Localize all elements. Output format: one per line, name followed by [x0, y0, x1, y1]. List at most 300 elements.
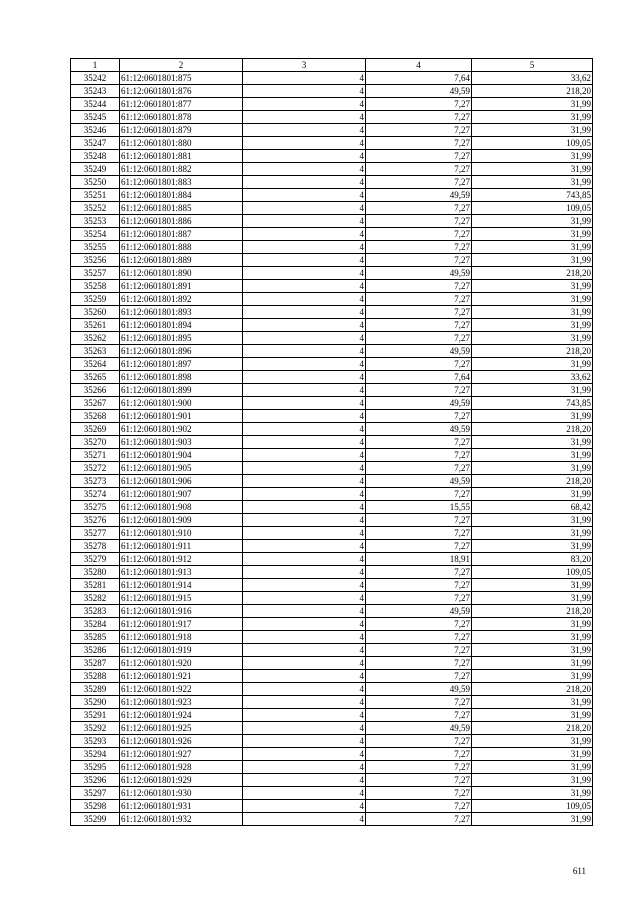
table-row: [71, 176, 593, 189]
column-5-cell: 31,99: [472, 618, 593, 631]
column-3-cell: 4: [243, 319, 366, 332]
column-3-cell: 4: [243, 540, 366, 553]
cadastral-number-cell: 61:12:0601801:888: [120, 241, 243, 254]
column-4-cell: 7,27: [366, 280, 472, 293]
column-3-cell: 4: [243, 514, 366, 527]
column-4-cell: 7,27: [366, 306, 472, 319]
column-5-cell: 31,99: [472, 98, 593, 111]
column-5-cell: 31,99: [472, 293, 593, 306]
table-row: [71, 475, 593, 488]
cadastral-number-cell: 61:12:0601801:902: [120, 423, 243, 436]
column-5-cell: 31,99: [472, 761, 593, 774]
cadastral-number-cell: 61:12:0601801:893: [120, 306, 243, 319]
column-5-cell: 83,20: [472, 553, 593, 566]
table-row: [71, 189, 593, 202]
table-row: [71, 319, 593, 332]
row-number-cell: 35269: [71, 423, 120, 436]
column-4-cell: 7,64: [366, 72, 472, 85]
row-number-cell: 35248: [71, 150, 120, 163]
cadastral-number-cell: 61:12:0601801:922: [120, 683, 243, 696]
register-table: [70, 58, 593, 826]
cadastral-number-cell: 61:12:0601801:898: [120, 371, 243, 384]
column-5-cell: 68,42: [472, 501, 593, 514]
row-number-cell: 35253: [71, 215, 120, 228]
column-5-cell: 31,99: [472, 774, 593, 787]
column-4-cell: 49,59: [366, 722, 472, 735]
column-5-cell: 218,20: [472, 423, 593, 436]
column-3-cell: 4: [243, 202, 366, 215]
row-number-cell: 35261: [71, 319, 120, 332]
column-5-cell: 33,62: [472, 72, 593, 85]
column-3-cell: 4: [243, 462, 366, 475]
column-3-cell: 4: [243, 800, 366, 813]
column-5-cell: 31,99: [472, 696, 593, 709]
cadastral-number-cell: 61:12:0601801:892: [120, 293, 243, 306]
row-number-cell: 35247: [71, 137, 120, 150]
column-3-cell: 4: [243, 423, 366, 436]
column-4-cell: 7,27: [366, 462, 472, 475]
column-header-3: 3: [243, 59, 366, 72]
table-row: [71, 267, 593, 280]
table-body: [71, 72, 593, 826]
table-header: [71, 59, 593, 72]
row-number-cell: 35291: [71, 709, 120, 722]
cadastral-number-cell: 61:12:0601801:884: [120, 189, 243, 202]
table-row: [71, 514, 593, 527]
column-5-cell: 31,99: [472, 709, 593, 722]
cadastral-number-cell: 61:12:0601801:911: [120, 540, 243, 553]
column-5-cell: 109,05: [472, 202, 593, 215]
table-row: [71, 371, 593, 384]
column-4-cell: 7,27: [366, 735, 472, 748]
cadastral-number-cell: 61:12:0601801:878: [120, 111, 243, 124]
row-number-cell: 35244: [71, 98, 120, 111]
cadastral-number-cell: 61:12:0601801:896: [120, 345, 243, 358]
column-5-cell: 31,99: [472, 163, 593, 176]
cadastral-number-cell: 61:12:0601801:881: [120, 150, 243, 163]
column-3-cell: 4: [243, 696, 366, 709]
column-3-cell: 4: [243, 553, 366, 566]
column-4-cell: 18,91: [366, 553, 472, 566]
column-4-cell: 49,59: [366, 189, 472, 202]
column-4-cell: 49,59: [366, 683, 472, 696]
column-header-5: 5: [472, 59, 593, 72]
cadastral-number-cell: 61:12:0601801:920: [120, 657, 243, 670]
column-5-cell: 31,99: [472, 514, 593, 527]
cadastral-number-cell: 61:12:0601801:905: [120, 462, 243, 475]
row-number-cell: 35299: [71, 813, 120, 826]
table-row: [71, 280, 593, 293]
column-4-cell: 7,27: [366, 449, 472, 462]
column-5-cell: 31,99: [472, 813, 593, 826]
column-3-cell: 4: [243, 488, 366, 501]
table-row: [71, 241, 593, 254]
cadastral-number-cell: 61:12:0601801:929: [120, 774, 243, 787]
column-4-cell: 7,27: [366, 215, 472, 228]
table-row: [71, 800, 593, 813]
table-row: [71, 488, 593, 501]
row-number-cell: 35263: [71, 345, 120, 358]
table-row: [71, 579, 593, 592]
row-number-cell: 35277: [71, 527, 120, 540]
column-5-cell: 31,99: [472, 787, 593, 800]
column-4-cell: 7,27: [366, 150, 472, 163]
cadastral-number-cell: 61:12:0601801:930: [120, 787, 243, 800]
table-row: [71, 540, 593, 553]
table-row: [71, 527, 593, 540]
column-5-cell: 218,20: [472, 683, 593, 696]
column-3-cell: 4: [243, 254, 366, 267]
column-3-cell: 4: [243, 475, 366, 488]
table-row: [71, 748, 593, 761]
column-4-cell: 7,27: [366, 566, 472, 579]
row-number-cell: 35257: [71, 267, 120, 280]
cadastral-number-cell: 61:12:0601801:883: [120, 176, 243, 189]
cadastral-number-cell: 61:12:0601801:899: [120, 384, 243, 397]
row-number-cell: 35262: [71, 332, 120, 345]
column-4-cell: 7,27: [366, 787, 472, 800]
cadastral-number-cell: 61:12:0601801:887: [120, 228, 243, 241]
row-number-cell: 35274: [71, 488, 120, 501]
column-4-cell: 7,27: [366, 98, 472, 111]
column-4-cell: 49,59: [366, 345, 472, 358]
cadastral-number-cell: 61:12:0601801:875: [120, 72, 243, 85]
column-5-cell: 31,99: [472, 735, 593, 748]
row-number-cell: 35242: [71, 72, 120, 85]
cadastral-number-cell: 61:12:0601801:914: [120, 579, 243, 592]
cadastral-number-cell: 61:12:0601801:926: [120, 735, 243, 748]
row-number-cell: 35259: [71, 293, 120, 306]
table-row: [71, 137, 593, 150]
column-5-cell: 31,99: [472, 228, 593, 241]
column-4-cell: 7,64: [366, 371, 472, 384]
row-number-cell: 35250: [71, 176, 120, 189]
row-number-cell: 35256: [71, 254, 120, 267]
column-3-cell: 4: [243, 774, 366, 787]
row-number-cell: 35289: [71, 683, 120, 696]
column-5-cell: 31,99: [472, 527, 593, 540]
column-5-cell: 31,99: [472, 449, 593, 462]
table-row: [71, 384, 593, 397]
table-row: [71, 813, 593, 826]
cadastral-number-cell: 61:12:0601801:932: [120, 813, 243, 826]
column-4-cell: 7,27: [366, 293, 472, 306]
column-4-cell: 7,27: [366, 800, 472, 813]
column-4-cell: 7,27: [366, 436, 472, 449]
column-5-cell: 109,05: [472, 566, 593, 579]
column-4-cell: 7,27: [366, 124, 472, 137]
row-number-cell: 35281: [71, 579, 120, 592]
column-4-cell: 7,27: [366, 384, 472, 397]
cadastral-number-cell: 61:12:0601801:900: [120, 397, 243, 410]
table-row: [71, 254, 593, 267]
cadastral-number-cell: 61:12:0601801:901: [120, 410, 243, 423]
table-row: [71, 228, 593, 241]
column-4-cell: 7,27: [366, 358, 472, 371]
cadastral-number-cell: 61:12:0601801:910: [120, 527, 243, 540]
row-number-cell: 35272: [71, 462, 120, 475]
column-4-cell: 49,59: [366, 605, 472, 618]
column-3-cell: 4: [243, 618, 366, 631]
row-number-cell: 35296: [71, 774, 120, 787]
row-number-cell: 35246: [71, 124, 120, 137]
table-row: [71, 709, 593, 722]
row-number-cell: 35276: [71, 514, 120, 527]
table-row: [71, 566, 593, 579]
column-4-cell: 49,59: [366, 423, 472, 436]
row-number-cell: 35298: [71, 800, 120, 813]
column-3-cell: 4: [243, 670, 366, 683]
table-row: [71, 397, 593, 410]
row-number-cell: 35273: [71, 475, 120, 488]
cadastral-number-cell: 61:12:0601801:924: [120, 709, 243, 722]
column-4-cell: 49,59: [366, 475, 472, 488]
column-3-cell: 4: [243, 410, 366, 423]
table-row: [71, 436, 593, 449]
table-row: [71, 215, 593, 228]
column-4-cell: 7,27: [366, 761, 472, 774]
cadastral-number-cell: 61:12:0601801:889: [120, 254, 243, 267]
column-5-cell: 743,85: [472, 397, 593, 410]
column-5-cell: 218,20: [472, 722, 593, 735]
column-4-cell: 7,27: [366, 813, 472, 826]
column-5-cell: 31,99: [472, 644, 593, 657]
table-row: [71, 657, 593, 670]
column-3-cell: 4: [243, 592, 366, 605]
row-number-cell: 35283: [71, 605, 120, 618]
column-5-cell: 31,99: [472, 319, 593, 332]
column-4-cell: 7,27: [366, 514, 472, 527]
column-5-cell: 31,99: [472, 332, 593, 345]
table-row: [71, 462, 593, 475]
table-row: [71, 150, 593, 163]
cadastral-number-cell: 61:12:0601801:928: [120, 761, 243, 774]
column-5-cell: 31,99: [472, 306, 593, 319]
column-5-cell: 31,99: [472, 176, 593, 189]
column-3-cell: 4: [243, 176, 366, 189]
column-4-cell: 7,27: [366, 241, 472, 254]
table-row: [71, 85, 593, 98]
row-number-cell: 35268: [71, 410, 120, 423]
column-3-cell: 4: [243, 501, 366, 514]
column-3-cell: 4: [243, 280, 366, 293]
table-row: [71, 423, 593, 436]
cadastral-number-cell: 61:12:0601801:912: [120, 553, 243, 566]
table-row: [71, 787, 593, 800]
column-3-cell: 4: [243, 709, 366, 722]
table-row: [71, 410, 593, 423]
column-4-cell: 7,27: [366, 748, 472, 761]
row-number-cell: 35264: [71, 358, 120, 371]
cadastral-number-cell: 61:12:0601801:877: [120, 98, 243, 111]
cadastral-number-cell: 61:12:0601801:927: [120, 748, 243, 761]
column-3-cell: 4: [243, 735, 366, 748]
row-number-cell: 35279: [71, 553, 120, 566]
column-3-cell: 4: [243, 748, 366, 761]
row-number-cell: 35245: [71, 111, 120, 124]
row-number-cell: 35267: [71, 397, 120, 410]
cadastral-number-cell: 61:12:0601801:903: [120, 436, 243, 449]
column-5-cell: 31,99: [472, 215, 593, 228]
row-number-cell: 35266: [71, 384, 120, 397]
column-4-cell: 7,27: [366, 488, 472, 501]
row-number-cell: 35275: [71, 501, 120, 514]
table-row: [71, 618, 593, 631]
column-4-cell: 7,27: [366, 111, 472, 124]
cadastral-number-cell: 61:12:0601801:925: [120, 722, 243, 735]
column-5-cell: 31,99: [472, 592, 593, 605]
row-number-cell: 35285: [71, 631, 120, 644]
column-3-cell: 4: [243, 358, 366, 371]
column-3-cell: 4: [243, 228, 366, 241]
table-row: [71, 345, 593, 358]
column-5-cell: 31,99: [472, 124, 593, 137]
row-number-cell: 35265: [71, 371, 120, 384]
column-3-cell: 4: [243, 293, 366, 306]
column-3-cell: 4: [243, 137, 366, 150]
column-header-4: 4: [366, 59, 472, 72]
column-3-cell: 4: [243, 397, 366, 410]
column-3-cell: 4: [243, 527, 366, 540]
cadastral-number-cell: 61:12:0601801:917: [120, 618, 243, 631]
column-5-cell: 31,99: [472, 358, 593, 371]
table-row: [71, 306, 593, 319]
cadastral-number-cell: 61:12:0601801:918: [120, 631, 243, 644]
table-row: [71, 358, 593, 371]
column-3-cell: 4: [243, 215, 366, 228]
row-number-cell: 35271: [71, 449, 120, 462]
cadastral-number-cell: 61:12:0601801:904: [120, 449, 243, 462]
column-3-cell: 4: [243, 189, 366, 202]
column-4-cell: 7,27: [366, 137, 472, 150]
table-row: [71, 644, 593, 657]
column-4-cell: 7,27: [366, 631, 472, 644]
column-5-cell: 218,20: [472, 475, 593, 488]
table-row: [71, 774, 593, 787]
column-3-cell: 4: [243, 85, 366, 98]
cadastral-number-cell: 61:12:0601801:895: [120, 332, 243, 345]
column-4-cell: 7,27: [366, 670, 472, 683]
table-row: [71, 761, 593, 774]
column-3-cell: 4: [243, 371, 366, 384]
column-header-2: 2: [120, 59, 243, 72]
column-5-cell: 31,99: [472, 254, 593, 267]
table-row: [71, 605, 593, 618]
column-3-cell: 4: [243, 631, 366, 644]
cadastral-number-cell: 61:12:0601801:894: [120, 319, 243, 332]
row-number-cell: 35297: [71, 787, 120, 800]
column-3-cell: 4: [243, 111, 366, 124]
column-5-cell: 31,99: [472, 540, 593, 553]
column-5-cell: 31,99: [472, 462, 593, 475]
column-3-cell: 4: [243, 579, 366, 592]
cadastral-number-cell: 61:12:0601801:880: [120, 137, 243, 150]
table-row: [71, 72, 593, 85]
column-4-cell: 49,59: [366, 85, 472, 98]
column-3-cell: 4: [243, 241, 366, 254]
column-4-cell: 7,27: [366, 254, 472, 267]
cadastral-number-cell: 61:12:0601801:931: [120, 800, 243, 813]
cadastral-number-cell: 61:12:0601801:890: [120, 267, 243, 280]
cadastral-number-cell: 61:12:0601801:891: [120, 280, 243, 293]
row-number-cell: 35292: [71, 722, 120, 735]
column-5-cell: 743,85: [472, 189, 593, 202]
column-3-cell: 4: [243, 163, 366, 176]
column-4-cell: 7,27: [366, 644, 472, 657]
table-row: [71, 124, 593, 137]
column-4-cell: 7,27: [366, 696, 472, 709]
column-4-cell: 7,27: [366, 592, 472, 605]
page-number: 611: [572, 866, 586, 876]
row-number-cell: 35249: [71, 163, 120, 176]
column-3-cell: 4: [243, 449, 366, 462]
column-4-cell: 7,27: [366, 319, 472, 332]
row-number-cell: 35284: [71, 618, 120, 631]
column-3-cell: 4: [243, 722, 366, 735]
table-row: [71, 670, 593, 683]
table-row: [71, 735, 593, 748]
column-5-cell: 218,20: [472, 605, 593, 618]
row-number-cell: 35293: [71, 735, 120, 748]
cadastral-number-cell: 61:12:0601801:897: [120, 358, 243, 371]
column-4-cell: 7,27: [366, 527, 472, 540]
column-5-cell: 31,99: [472, 631, 593, 644]
cadastral-number-cell: 61:12:0601801:876: [120, 85, 243, 98]
column-3-cell: 4: [243, 124, 366, 137]
column-5-cell: 31,99: [472, 670, 593, 683]
column-3-cell: 4: [243, 332, 366, 345]
cadastral-number-cell: 61:12:0601801:908: [120, 501, 243, 514]
table-row: [71, 163, 593, 176]
cadastral-number-cell: 61:12:0601801:919: [120, 644, 243, 657]
column-4-cell: 7,27: [366, 618, 472, 631]
table-row: [71, 332, 593, 345]
column-4-cell: 7,27: [366, 228, 472, 241]
column-5-cell: 31,99: [472, 410, 593, 423]
column-3-cell: 4: [243, 72, 366, 85]
column-4-cell: 7,27: [366, 579, 472, 592]
column-3-cell: 4: [243, 605, 366, 618]
table-row: [71, 722, 593, 735]
cadastral-number-cell: 61:12:0601801:882: [120, 163, 243, 176]
cadastral-number-cell: 61:12:0601801:879: [120, 124, 243, 137]
table-row: [71, 592, 593, 605]
column-3-cell: 4: [243, 436, 366, 449]
cadastral-number-cell: 61:12:0601801:885: [120, 202, 243, 215]
cadastral-number-cell: 61:12:0601801:909: [120, 514, 243, 527]
row-number-cell: 35287: [71, 657, 120, 670]
column-5-cell: 31,99: [472, 384, 593, 397]
column-5-cell: 218,20: [472, 85, 593, 98]
column-3-cell: 4: [243, 306, 366, 319]
table-row: [71, 696, 593, 709]
table-row: [71, 293, 593, 306]
column-3-cell: 4: [243, 384, 366, 397]
column-3-cell: 4: [243, 813, 366, 826]
cadastral-number-cell: 61:12:0601801:907: [120, 488, 243, 501]
column-3-cell: 4: [243, 657, 366, 670]
cadastral-number-cell: 61:12:0601801:923: [120, 696, 243, 709]
row-number-cell: 35252: [71, 202, 120, 215]
table-row: [71, 98, 593, 111]
column-4-cell: 7,27: [366, 332, 472, 345]
column-4-cell: 7,27: [366, 176, 472, 189]
column-5-cell: 31,99: [472, 657, 593, 670]
row-number-cell: 35243: [71, 85, 120, 98]
column-5-cell: 33,62: [472, 371, 593, 384]
cadastral-number-cell: 61:12:0601801:921: [120, 670, 243, 683]
cadastral-number-cell: 61:12:0601801:913: [120, 566, 243, 579]
